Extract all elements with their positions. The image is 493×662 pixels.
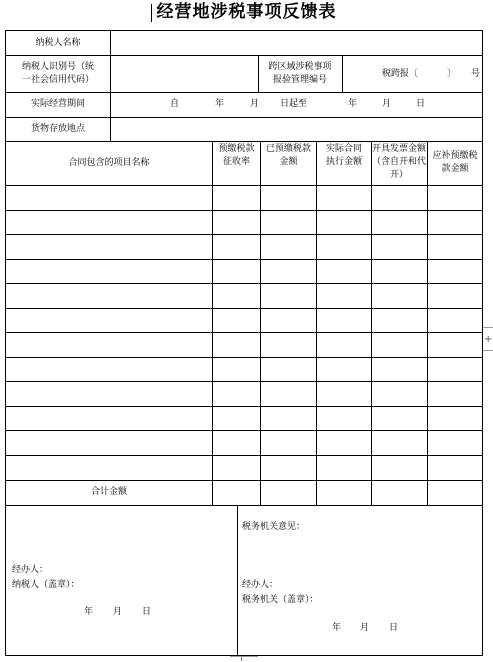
form-title: 经营地涉税事项反馈表: [156, 2, 337, 22]
tax-report-bracket: 〕: [447, 69, 457, 79]
col-line: [371, 141, 372, 505]
row-line: [6, 480, 482, 481]
tax-report-label: 税跨报〔: [382, 69, 419, 79]
cross-region-label-line1: 跨区域涉税事项: [268, 62, 332, 72]
row-line: [6, 259, 482, 260]
period-from: 自: [170, 99, 180, 109]
resize-tick-icon: [241, 657, 242, 661]
period-end-day: 日: [416, 99, 426, 109]
table-resize-handle[interactable]: [230, 656, 258, 662]
cross-region-label-line2: 报验管理编号: [272, 75, 327, 85]
row-line: [6, 332, 482, 333]
row-line: [6, 185, 482, 186]
row-line: [6, 406, 482, 407]
header-item-name: 合同包含的项目名称: [68, 158, 150, 168]
col-line: [110, 55, 111, 92]
period-label: 实际经营期间: [30, 99, 85, 109]
authority-sign-month: 月: [360, 623, 370, 633]
row-line: [6, 141, 482, 142]
col-line: [342, 55, 343, 92]
row-line: [6, 505, 482, 506]
taxpayer-sign-day: 日: [142, 607, 152, 617]
col-line: [110, 117, 111, 141]
taxpayer-id-label-line1: 纳税人识别号（统: [21, 62, 94, 72]
col-line: [260, 141, 261, 505]
header-prepaid-amount: 已预缴税款金额: [266, 144, 312, 167]
taxpayer-sign-year: 年: [84, 607, 94, 617]
feedback-form-table: [5, 30, 483, 656]
taxpayer-sign-month: 月: [113, 607, 123, 617]
period-start-year: 年: [215, 99, 225, 109]
col-line: [110, 31, 111, 55]
total-amount-label: 合计金额: [90, 487, 127, 497]
row-line: [6, 455, 482, 456]
authority-sign-day: 日: [389, 623, 399, 633]
row-line: [6, 210, 482, 211]
authority-seal-label: 税务机关（盖章）：: [242, 595, 319, 605]
header-supplement-amount: 应补预缴税款金额: [432, 151, 478, 174]
row-line: [6, 308, 482, 309]
editor-margin-line: [483, 350, 493, 351]
row-line: [6, 55, 482, 56]
col-line: [212, 141, 213, 505]
col-line: [316, 141, 317, 505]
row-line: [6, 234, 482, 235]
goods-location-label: 货物存放地点: [30, 124, 85, 134]
taxpayer-agent-label: 经办人：: [12, 565, 49, 575]
text-cursor: [151, 4, 152, 22]
header-actual-amount: 实际合同执行金额: [325, 144, 362, 167]
taxpayer-name-label: 纳税人名称: [35, 38, 81, 48]
row-line: [6, 357, 482, 358]
period-start-month: 月: [250, 99, 260, 109]
row-line: [6, 117, 482, 118]
header-prepay-rate: 预缴税款征收率: [218, 144, 255, 167]
tax-report-suffix: 号: [471, 69, 481, 79]
col-line: [237, 505, 238, 657]
col-line: [110, 92, 111, 117]
period-start-day: 日起至: [280, 99, 308, 109]
authority-sign-year: 年: [332, 623, 342, 633]
row-line: [6, 381, 482, 382]
header-invoice-amount: 开具发票金额（含自开和代开）: [372, 144, 427, 180]
authority-opinion-label: 税务机关意见：: [242, 522, 306, 532]
row-line: [6, 430, 482, 431]
period-end-month: 月: [382, 99, 392, 109]
row-line: [6, 92, 482, 93]
authority-agent-label: 经办人：: [242, 580, 279, 590]
table-add-row-icon[interactable]: +: [484, 334, 493, 345]
row-line: [6, 283, 482, 284]
taxpayer-seal-label: 纳税人（盖章）：: [12, 580, 80, 590]
taxpayer-id-label-line2: 一社会信用代码）: [21, 75, 94, 85]
editor-margin-line: [483, 327, 493, 328]
col-line: [427, 141, 428, 505]
period-end-year: 年: [348, 99, 358, 109]
